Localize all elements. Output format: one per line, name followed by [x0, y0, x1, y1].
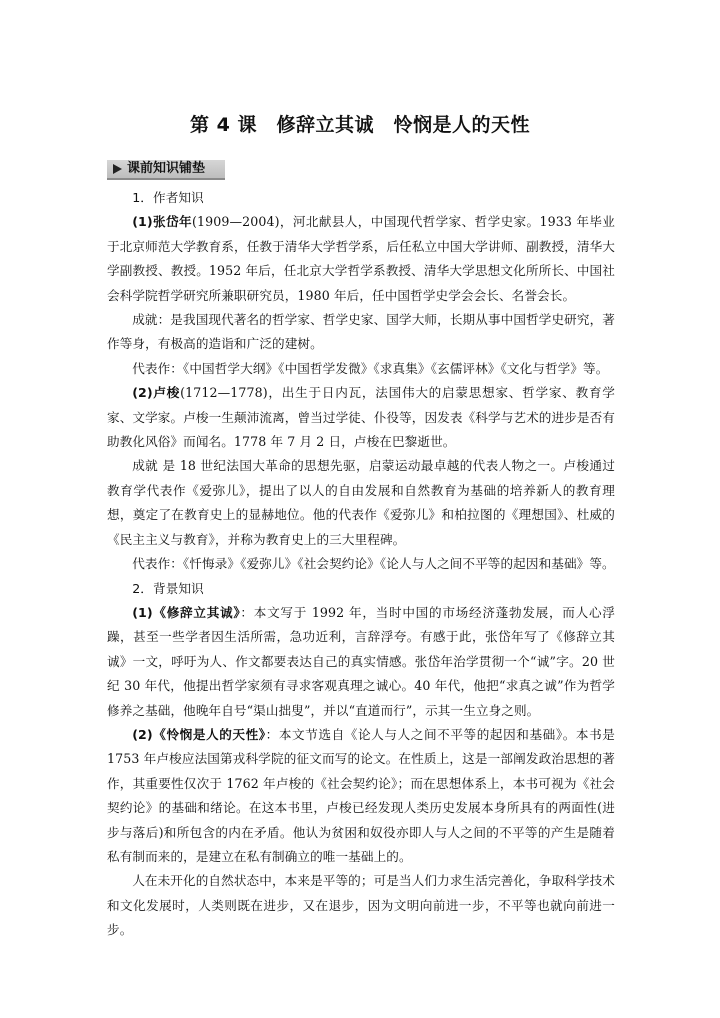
section-heading: 1．作者知识: [132, 190, 204, 205]
paragraph: [107, 210, 615, 308]
body-text: [107, 186, 615, 943]
paragraph-text: (1909—2004)，河北献县人，中国现代哲学家、哲学史家。1933 年毕业于北京师范大学教育系，任教于清华大学哲学系，后任私立中国大学讲师、副教授，清华大学副教授、教授。1952 年后，任北京大学哲学系教授、清华大学思想文化所所长、中国社会科学院哲学研究所兼职研究员，1980 年后，任中国哲学史学会会长、名誉会长。: [107, 214, 616, 303]
paragraph-lead: (1)《修辞立其诚》: [132, 604, 241, 620]
paragraph: [107, 552, 615, 576]
paragraph: [107, 381, 615, 454]
page-title: 第 4 课 修辞立其诚 怜悯是人的天性: [190, 114, 530, 136]
paragraph-text: 代表作：《忏悔录》《爱弥儿》《社会契约论》《论人与人之间不平等的起因和基础》等。: [132, 556, 615, 572]
paragraph-lead: (2)卢梭: [132, 385, 181, 401]
paragraph: [107, 869, 615, 942]
paragraph: [107, 723, 615, 869]
section-heading: 2．背景知识: [132, 580, 204, 596]
arrow-icon: [113, 164, 122, 174]
paragraph-text: ：本文写于 1992 年，当时中国的市场经济蓬勃发展，而人心浮躁，甚至一些学者因生活所需，急功近利，言辞浮夸。有感于此，张岱年写了《修辞立其诚》一文，呼吁为人、作文都要表达自己的真实情感。张岱年治学贯彻一个“诚”字。20 世纪 30 年代，他提出哲学家须有寻求客观真理之诚心。40 年代，他把“求真之诚”作为哲学修养之基础，他晚年自号“渠山拙叟”，并以“直道而行”，示其一生立身之则。: [107, 604, 615, 718]
paragraph-text: ：本文节选自《论人与人之间不平等的起因和基础》。本书是 1753 年卢梭应法国第戎科学院的征文而写的论文。在性质上，这是一部阐发政治思想的著作，其重要性仅次于 1762 年卢梭的《社会契约论》；而在思想体系上，本书可视为《社会契约论》的基础和绪论。在这本书里，卢梭已经发现人类历史发展本身所具有的两面性(进步与落后)和所包含的内在矛盾。他认为贫困和奴役亦即人与人之间的不平等的产生是随着私有制而来的，是建立在私有制确立的唯一基础上的。: [107, 726, 615, 864]
paragraph: [107, 454, 615, 552]
section-banner: [107, 160, 225, 180]
paragraph-text: 代表作：《中国哲学大纲》《中国哲学发微》《求真集》《玄儒评林》《文化与哲学》等。: [132, 360, 609, 376]
paragraph-text: 人在未开化的自然状态中，本来是平等的；可是当人们力求生活完善化，争取科学技术和文化发展时，人类则既在进步，又在退步，因为文明向前进一步，不平等也就向前进一步。: [107, 873, 615, 938]
paragraph-text: (1712—1778)，出生于日内瓦，法国伟大的启蒙思想家、哲学家、教育学家、文学家。卢梭一生颠沛流离，曾当过学徒、仆役等，因发表《科学与艺术的进步是否有助教化风俗》而闻名。1778 年 7 月 2 日，卢梭在巴黎逝世。: [107, 385, 615, 450]
paragraph-text: 成就 是 18 世纪法国大革命的思想先驱，启蒙运动最卓越的代表人物之一。卢梭通过教育学代表作《爱弥儿》，提出了以人的自由发展和自然教育为基础的培养新人的教育理想，奠定了在教育史上的显赫地位。他的代表作《爱弥儿》和柏拉图的《理想国》、杜威的《民主主义与教育》，并称为教育史上的三大里程碑。: [107, 458, 615, 547]
paragraph: [107, 357, 615, 381]
paragraph: [107, 601, 615, 723]
paragraph-lead: (1)张岱年: [132, 214, 192, 230]
paragraph-lead: (2)《怜悯是人的天性》: [132, 726, 266, 742]
paragraph-text: 成就：是我国现代著名的哲学家、哲学史家、国学大师，长期从事中国哲学史研究，著作等身，有极高的造诣和广泛的建树。: [107, 312, 615, 352]
banner-label: 课前知识铺垫: [127, 161, 206, 176]
paragraph: [107, 308, 615, 357]
